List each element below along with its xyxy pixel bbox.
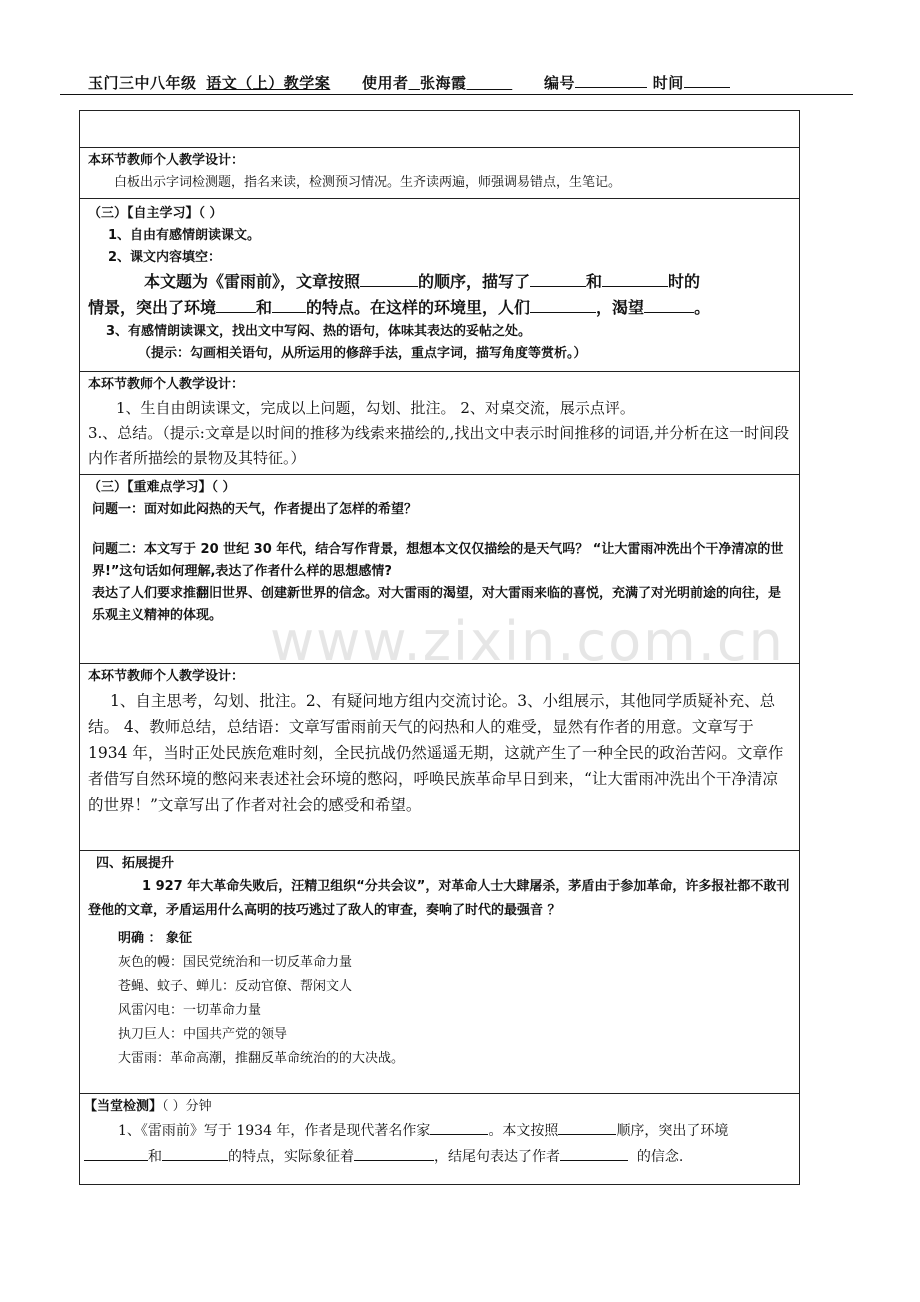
row-self-study <box>80 199 800 372</box>
extension-item: 大雷雨：革命高潮，推翻反革命统治的的大决战。 <box>118 1051 405 1066</box>
key-study-answer: 表达了人们要求推翻旧世界、创建新世界的信念。对大雷雨的渴望，对大雷雨来临的喜悦，充满了对光明前途的向往，是乐观主义精神的体现。 <box>92 586 782 623</box>
extension-item: 苍蝇、蚊子、蝉儿：反动官僚、帮闲文人 <box>118 979 353 994</box>
number-blank <box>575 73 647 88</box>
self-study-hint: （提示：勾画相关语句，从所运用的修辞手法，重点字词，描写角度等赏析。） <box>138 346 587 361</box>
self-study-item2: 2、课文内容填空： <box>108 250 222 265</box>
extension-item: 执刀巨人：中国共产党的领导 <box>118 1027 288 1042</box>
test-question: 1、《雷雨前》写于 1934 年，作者是现代著名作家 。本文按照 顺序，突出了环境 <box>84 1118 791 1144</box>
test-heading-line <box>84 1096 791 1118</box>
user-label: 使用者 <box>362 74 409 92</box>
self-study-item3: 3、有感情朗读课文，找出文中写闷、热的语句，体味其表达的妥帖之处。 <box>106 324 532 339</box>
row-design-2 <box>80 372 800 475</box>
time-label: 时间 <box>652 74 684 92</box>
watermark: www.zixin.com.cn <box>270 610 785 673</box>
school-grade: 玉门三中八年级 <box>88 74 197 92</box>
extension-item: 风雷闪电：一切革命力量 <box>118 1003 262 1018</box>
extension-heading: 四、拓展提升 <box>96 856 175 871</box>
test-time: （ ）分钟 <box>162 1099 212 1114</box>
design-text: 白板出示字词检测题，指名来读，检测预习情况。生齐读两遍，师强调易错点，生笔记。 <box>114 175 622 190</box>
design2-title: 本环节教师个人教学设计： <box>88 377 245 392</box>
time-blank <box>684 73 730 88</box>
key-study-q1: 问题一：面对如此闷热的天气，作者提出了怎样的希望？ <box>92 502 418 517</box>
extension-clear-label: 明确 ： 象征 <box>118 931 193 946</box>
fill-line-2: 情景，突出了环境 和 的特点。在这样的环境里，人们 ，渴望 。 <box>88 298 711 317</box>
row-extension <box>80 851 800 1094</box>
design2-line2: 3.、总结。（提示:文章是以时间的推移为线索来描绘的,,找出文中表示时间推移的词语,并分析在这一时间段内作者所描绘的景物及其特征。） <box>88 424 790 467</box>
design3-title: 本环节教师个人教学设计： <box>88 669 245 684</box>
design-title: 本环节教师个人教学设计： <box>88 153 245 168</box>
number-label: 编号 <box>544 74 576 92</box>
subject: 语文（上）教学案 <box>206 74 331 92</box>
test-heading: 【当堂检测】 <box>84 1099 163 1114</box>
row-design-1 <box>80 148 800 199</box>
self-study-heading: （三）【自主学习】（ ） <box>88 206 223 221</box>
self-study-item1: 1、自由有感情朗读课文。 <box>108 228 261 243</box>
test-question-cont: 和 的特点，实际象征着 ，结尾句表达了作者 的信念. <box>84 1144 791 1170</box>
row-test <box>80 1094 800 1185</box>
row-empty <box>80 111 800 148</box>
page-header <box>88 72 730 93</box>
fill-line-1: 本文题为《雷雨前》，文章按照 的顺序，描写了 和 时的 <box>144 272 701 291</box>
key-study-heading: （三）【重难点学习】（ ） <box>88 480 236 495</box>
key-study-q2: 问题二：本文写于 20 世纪 30 年代，结合写作背景，想想本文仅仅描绘的是天气吗？ “让大雷雨冲洗出个干净清凉的世界!”这句话如何理解,表达了作者什么样的思想感情? <box>92 542 784 579</box>
design2-line1: 1、生自由朗读课文，完成以上问题，勾划、批注。 2、对桌交流，展示点评。 <box>116 399 635 417</box>
extension-item: 灰色的幔：国民党统治和一切反革命力量 <box>118 955 353 970</box>
header-rule <box>60 94 853 95</box>
row-key-study <box>80 475 800 664</box>
user-name: 张海霞 <box>419 74 467 92</box>
row-design-3 <box>80 664 800 851</box>
design3-text: 1、自主思考，勾划、批注。2、有疑问地方组内交流讨论。3、小组展示，其他同学质疑补充、总结。 4、教师总结，总结语：文章写雷雨前天气的闷热和人的难受，显然有作者的用意。文章写于 1934 年，当时正处民族危难时刻，全民抗战仍然遥遥无期，这就产生了一种全民的政治苦闷。文章作者借写自然环境的憋闷来表述社会环境的憋闷，呼唤民族革命早日到来，“让大雷雨冲洗出个干净清凉的世界！”文章写出了作者对社会的感受和希望。 <box>88 692 784 814</box>
lesson-table <box>79 110 800 1185</box>
extension-text: 1 927 年大革命失败后，汪精卫组织“分共会议”，对革命人士大肆屠杀，茅盾由于参加革命，许多报社都不敢刊登他的文章，矛盾运用什么高明的技巧逃过了敌人的审查，奏响了时代的最强音 ？ <box>88 879 790 918</box>
